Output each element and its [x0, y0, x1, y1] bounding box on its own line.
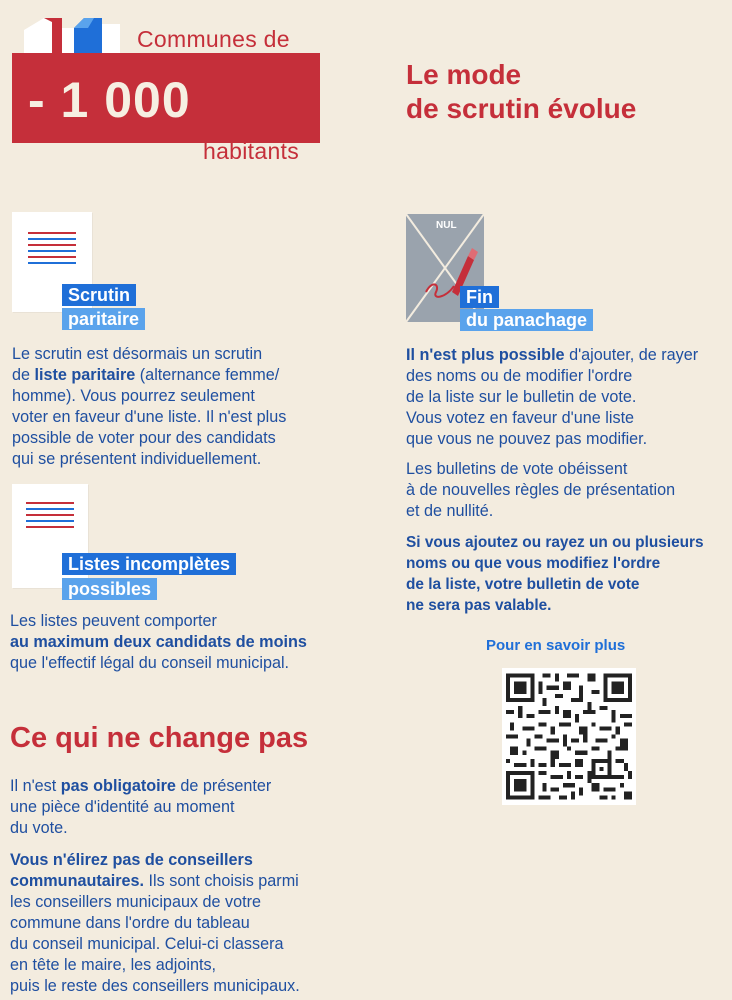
tag-possibles: possibles: [62, 578, 157, 600]
tag-fin: Fin: [460, 286, 499, 308]
main-title-line1: Le mode: [406, 59, 522, 90]
text-line: possible de voter pour des candidats: [12, 429, 276, 447]
text-line: qui se présentent individuellement.: [12, 450, 262, 468]
listes-incompletes-text: [10, 611, 350, 674]
text-line: du vote.: [10, 819, 68, 837]
text-line: Il n'est pas obligatoire de présenter: [10, 777, 272, 795]
text-line: Il n'est plus possible d'ajouter, de rayer: [406, 346, 699, 364]
nul-label: NUL: [436, 220, 457, 231]
text-line: au maximum deux candidats de moins: [10, 633, 307, 651]
text-line: puis le reste des conseillers municipaux.: [10, 977, 300, 995]
tag-paritaire: paritaire: [62, 308, 145, 330]
text-line: les conseillers municipaux de votre: [10, 893, 262, 911]
text-line: Vous n'élirez pas de conseillers: [10, 851, 253, 869]
scrutin-paritaire-text: [12, 344, 342, 470]
text-line: que vous ne pouvez pas modifier.: [406, 430, 648, 448]
text-line: de la liste, votre bulletin de vote: [406, 576, 640, 593]
tag-scrutin: Scrutin: [62, 284, 136, 306]
text-line: homme). Vous pourrez seulement: [12, 387, 255, 405]
text-line: voter en faveur d'une liste. Il n'est plus: [12, 408, 287, 426]
conseillers-communautaires-text: [10, 850, 350, 997]
text-line: noms ou que vous modifiez l'ordre: [406, 555, 661, 572]
pour-en-savoir-plus: Pour en savoir plus: [486, 637, 626, 654]
tag-du-panachage: du panachage: [460, 309, 593, 331]
text-line: de liste paritaire (alternance femme/: [12, 366, 280, 384]
main-title-line2: de scrutin évolue: [406, 93, 637, 124]
panachage-text-3: [406, 532, 732, 616]
tag-listes-incompletes: Listes incomplètes: [62, 553, 236, 575]
text-line: Les bulletins de vote obéissent: [406, 460, 628, 478]
text-line: ne sera pas valable.: [406, 597, 552, 614]
text-line: des noms ou de modifier l'ordre: [406, 367, 633, 385]
text-line: et de nullité.: [406, 502, 494, 520]
habitants-label: habitants: [203, 138, 300, 164]
section-title-ce-qui-ne-change-pas: Ce qui ne change pas: [10, 722, 309, 754]
text-line: en tête le maire, les adjoints,: [10, 956, 217, 974]
text-line: à de nouvelles règles de présentation: [406, 481, 676, 499]
piece-identite-text: [10, 776, 340, 839]
text-line: une pièce d'identité au moment: [10, 798, 235, 816]
qr-code[interactable]: [502, 668, 636, 805]
panachage-text-1: [406, 345, 732, 450]
panachage-text-2: [406, 459, 732, 522]
text-line: Le scrutin est désormais un scrutin: [12, 345, 263, 363]
communes-de-label: Communes de: [137, 26, 290, 52]
text-line: du conseil municipal. Celui-ci classera: [10, 935, 284, 953]
text-line: Vous votez en faveur d'une liste: [406, 409, 635, 427]
text-line: que l'effectif légal du conseil municipal.: [10, 654, 290, 672]
main-title: [406, 58, 636, 126]
text-line: Si vous ajoutez ou rayez un ou plusieurs: [406, 534, 704, 551]
text-line: commune dans l'ordre du tableau: [10, 914, 250, 932]
population-threshold: - 1 000: [28, 72, 191, 128]
text-line: communautaires. Ils sont choisis parmi: [10, 872, 299, 890]
houses-icon: [22, 14, 122, 56]
text-line: de la liste sur le bulletin de vote.: [406, 388, 637, 406]
text-line: Les listes peuvent comporter: [10, 612, 217, 630]
